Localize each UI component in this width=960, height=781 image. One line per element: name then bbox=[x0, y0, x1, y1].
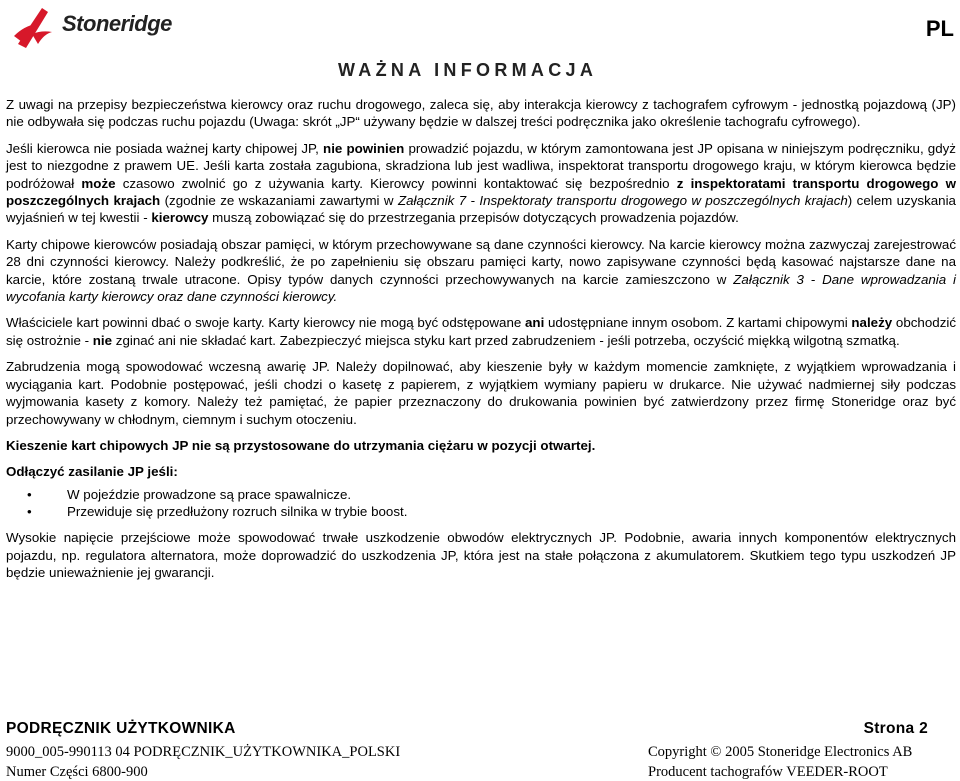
text-run: Kieszenie kart chipowych JP nie są przystosowane do utrzymania ciężaru w pozycji otwartej. bbox=[6, 437, 596, 453]
list-item bbox=[6, 503, 956, 520]
bullet-list bbox=[6, 486, 956, 520]
text-run: prowadzić pojazdu, w którym zamontowana jest JP opisana w niniejszym podręczniku, gdyż jest to niezgodne z prawem UE. Jeśli karta została zagubiona, skradziona lub jest wadliwa, inspektorat transportu drogowego kraju, w którym kierowca będzie podróżował bbox=[6, 140, 956, 191]
paragraph bbox=[6, 96, 956, 131]
text-run: Właściciele kart powinni dbać o swoje karty. Karty kierowcy nie mogą być odstępowane bbox=[6, 315, 526, 331]
text-run: nie bbox=[92, 332, 113, 348]
footer-copyright: Copyright © 2005 Stoneridge Electronics AB bbox=[648, 744, 913, 760]
text-run: Załącznik 7 - Inspektoraty transportu drogowego w poszczególnych krajach bbox=[397, 193, 848, 209]
text-run: Z uwagi na przepisy bezpieczeństwa kierowcy oraz ruchu drogowego, zaleca się, aby interakcja kierowcy z tachografem cyfrowym - jednostką pojazdową (JP) nie odbywała się podczas ruchu pojazdu (Uwaga: skrót „JP“ używany będzie w dalszej treści podręcznika jako określenie tachografu cyfrowego). bbox=[6, 97, 956, 130]
text-run: może bbox=[81, 175, 116, 191]
page-footer bbox=[6, 720, 928, 781]
text-run: ) celem uzyskania wyjaśnień w tej kwestii - bbox=[6, 193, 956, 226]
text-run: zginać ani nie składać kart. Zabezpieczyć miejsca styku kart przed zabrudzeniem - jeśli potrzeba, oczyścić miękką wilgotną szmatką. bbox=[112, 332, 900, 348]
text-run: czasowo zwolnić go z używania karty. Kierowcy powinni kontaktować się bezpośrednio bbox=[115, 175, 677, 191]
paragraph bbox=[6, 236, 956, 306]
text-run: należy bbox=[851, 315, 893, 331]
text-run: Odłączyć zasilanie JP jeśli: bbox=[6, 464, 178, 480]
paragraph bbox=[6, 358, 956, 428]
list-item bbox=[6, 486, 956, 503]
page-header bbox=[0, 0, 960, 60]
text-run: kierowcy bbox=[151, 210, 209, 226]
footer-producer: Producent tachografów VEEDER-ROOT bbox=[648, 764, 888, 780]
page-title: WAŻNA INFORMACJA bbox=[338, 60, 598, 80]
text-run: (zgodnie ze wskazaniami zawartymi w bbox=[160, 193, 398, 209]
text-run: Zabrudzenia mogą spowodować wczesną awarię JP. Należy dopilnować, aby kieszenie były w każdym momencie zamknięte, z wyjątkiem wprowadzania i wyciągania kart. Podobnie postępować, jeśli chodzi o kasetę z papierem, z wyjątkiem wymiany papieru w drukarce. Nie używać nadmiernej siły podczas wyjmowania kasety z komory. Należy też pamiętać, że papier przeznaczony do drukowania powinien być zatwierdzony przez firmę Stoneridge oraz być przechowywany w chłodnym, ciemnym i suchym otoczeniu. bbox=[6, 359, 956, 427]
text-run: Jeśli kierowca nie posiada ważnej karty chipowej JP, bbox=[6, 140, 324, 156]
footer-manual-title: PODRĘCZNIK UŻYTKOWNIKA bbox=[6, 720, 236, 737]
list-item-text: W pojeździe prowadzone są prace spawalnicze. bbox=[67, 486, 352, 502]
text-run: nie powinien bbox=[323, 140, 405, 156]
paragraph: Wysokie napięcie przejściowe może spowodować trwałe uszkodzenie obwodów elektrycznych JP. Podobnie, awaria innych komponentów elektrycznych pojazdu, np. regulatora alternatora, może doprowadzić do uszkodzenia JP, która jest na stałe połączona z akumulatorem. Skutkiem tego typu uszkodzeń JP będzie unieważnienie jej gwarancji. bbox=[6, 530, 956, 580]
footer-doc-id: 9000_005-990113 04 PODRĘCZNIK_UŻYTKOWNIKA_POLSKI bbox=[6, 744, 401, 760]
logo-swoosh-icon bbox=[12, 4, 60, 52]
text-run: z inspektoratami transportu drogowego w poszczególnych krajach bbox=[6, 175, 956, 209]
bullet-icon: • bbox=[27, 486, 32, 502]
bullet-icon: • bbox=[27, 503, 32, 519]
paragraph bbox=[6, 437, 956, 454]
text-run: muszą zobowiązać się do przestrzegania przepisów dotyczących prowadzenia pojazdów. bbox=[208, 210, 739, 226]
paragraph bbox=[6, 314, 956, 349]
text-run: obchodzić się ostrożnie - bbox=[6, 315, 957, 348]
text-run: udostępniane innym osobom. Z kartami chipowymi bbox=[544, 315, 852, 331]
footer-part-number: Numer Części 6800-900 bbox=[6, 764, 148, 780]
document-body bbox=[6, 96, 956, 590]
text-run: ani bbox=[525, 315, 545, 331]
list-item-text: Przewiduje się przedłużony rozruch silnika w trybie boost. bbox=[67, 503, 408, 519]
paragraph-list bbox=[6, 96, 956, 481]
stoneridge-logo bbox=[12, 4, 202, 52]
text-run: Załącznik 3 - Dane wprowadzania i wycofania karty kierowcy oraz dane czynności kierowcy. bbox=[6, 271, 956, 305]
logo-wordmark: Stoneridge bbox=[62, 11, 172, 36]
text-run: Karty chipowe kierowców posiadają obszar pamięci, w którym przechowywane są dane czynności kierowcy. Na karcie kierowcy można zazwyczaj zarejestrować 28 dni czynności kierowcy. Należy podkreślić, że po zapełnieniu się obszaru pamięci karty, nowo zapisywane czynności będą kasować najstarsze dane na karcie, które zostaną trwale utracone. Opisy typów danych czynności przechowywanych na karcie zamieszczono w bbox=[6, 236, 956, 287]
paragraph bbox=[6, 140, 956, 227]
footer-page-number: Strona 2 bbox=[863, 720, 928, 737]
language-code: PL bbox=[925, 16, 954, 41]
paragraph bbox=[6, 463, 956, 480]
